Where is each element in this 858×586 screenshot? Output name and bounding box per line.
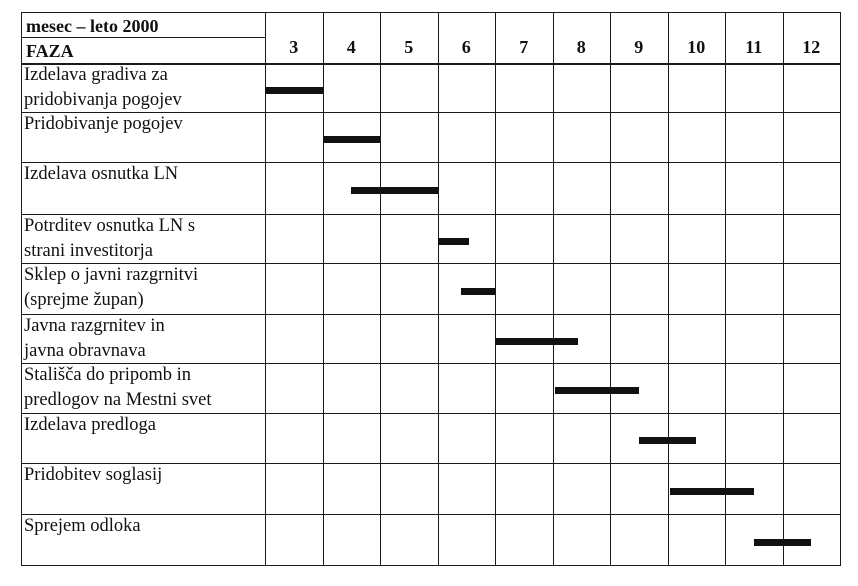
schedule-bar xyxy=(495,338,578,345)
schedule-bar xyxy=(438,238,470,245)
month-column-divider xyxy=(323,12,324,565)
month-header: 8 xyxy=(576,37,586,57)
month-column-divider xyxy=(725,12,726,565)
schedule-bar xyxy=(265,87,323,94)
month-header: 7 xyxy=(519,37,529,57)
month-column-divider xyxy=(783,12,784,565)
schedule-bar xyxy=(351,187,437,194)
phase-label: Pridobivanje pogojev xyxy=(24,114,183,134)
phase-label: Izdelava gradiva za pridobivanja pogojev xyxy=(24,65,182,110)
month-column-divider xyxy=(553,12,554,565)
month-column-divider xyxy=(495,12,496,565)
month-header: 5 xyxy=(404,37,414,57)
period-header: mesec – leto 2000 xyxy=(26,16,159,36)
phase-column-header: FAZA xyxy=(26,41,74,61)
table-border-bottom xyxy=(21,565,841,566)
table-border-top xyxy=(21,12,841,13)
phase-label: Potrditev osnutka LN s strani investitorja xyxy=(24,216,196,261)
month-column-divider xyxy=(610,12,611,565)
month-header: 4 xyxy=(346,37,356,57)
phase-label: Javna razgrnitev in javna obravnava xyxy=(24,316,165,361)
phase-label: Pridobitev soglasij xyxy=(24,465,163,485)
phase-label: Sprejem odloka xyxy=(24,516,141,536)
schedule-bar xyxy=(461,288,496,295)
schedule-bar xyxy=(639,437,697,444)
phase-label: Izdelava predloga xyxy=(24,415,156,435)
schedule-bar xyxy=(670,488,753,495)
month-column-divider xyxy=(668,12,669,565)
schedule-bar xyxy=(754,539,812,546)
header-divider xyxy=(21,37,265,38)
phase-label: Izdelava osnutka LN xyxy=(24,164,179,184)
month-header: 11 xyxy=(745,37,763,57)
table-border-left xyxy=(21,12,22,565)
month-header: 12 xyxy=(802,37,821,57)
phase-label: Sklep o javni razgrnitvi (sprejme župan) xyxy=(24,265,199,310)
phase-label: Stališča do pripomb in predlogov na Mestni svet xyxy=(24,365,212,410)
label-column-divider xyxy=(265,12,266,565)
month-column-divider xyxy=(438,12,439,565)
month-header: 9 xyxy=(634,37,644,57)
month-header: 6 xyxy=(461,37,471,57)
month-column-divider xyxy=(380,12,381,565)
schedule-bar xyxy=(323,136,381,143)
table-border-right xyxy=(840,12,841,565)
month-header: 10 xyxy=(687,37,706,57)
month-header: 3 xyxy=(289,37,299,57)
schedule-bar xyxy=(555,387,638,394)
